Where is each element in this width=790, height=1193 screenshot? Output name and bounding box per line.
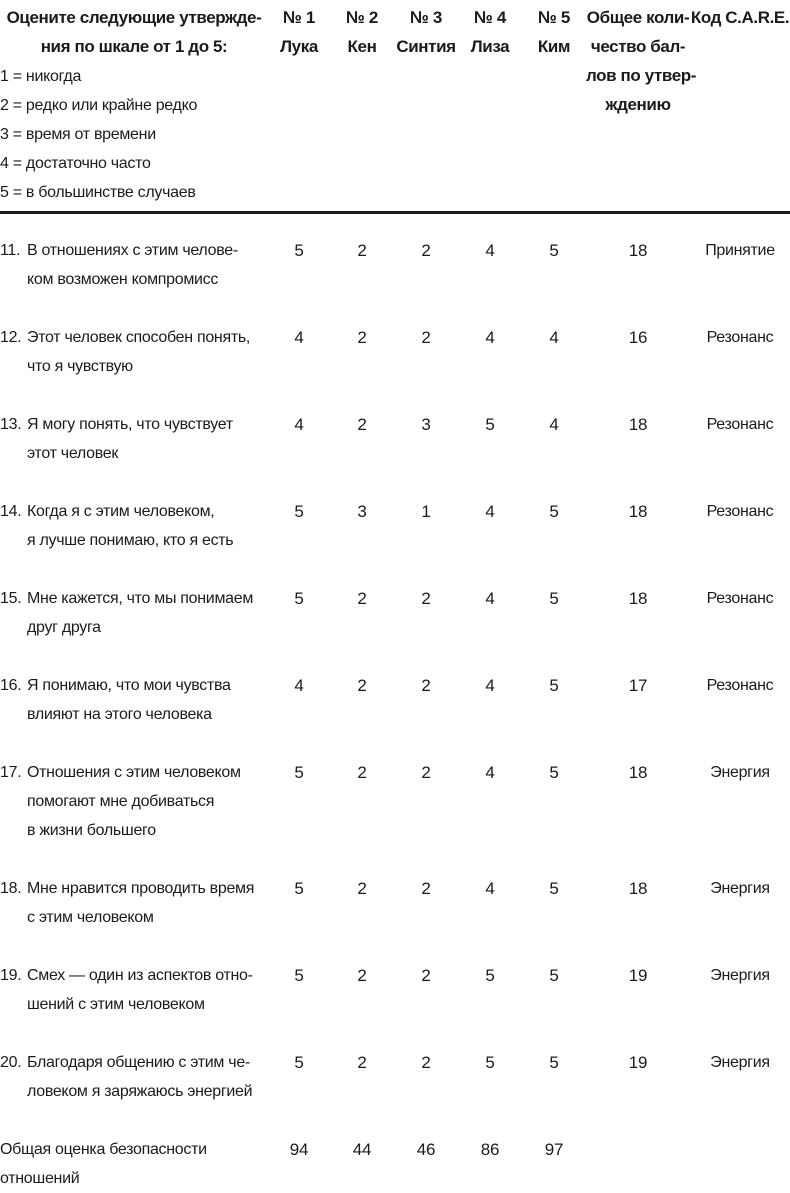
total-header-line-2: чество бал- [590, 37, 686, 56]
statement-cell [0, 236, 268, 294]
rating-cell: 5 [549, 676, 559, 695]
footer-total-person-2: 44 [352, 1140, 372, 1159]
total-cell: 18 [628, 763, 648, 782]
row-number: 16. [0, 677, 22, 694]
rating-cell: 4 [485, 879, 495, 898]
row-number: 15. [0, 590, 22, 607]
statement-continuation-line: шений с этим человеком [27, 996, 205, 1013]
statement-cell [0, 497, 268, 555]
statement-text: Мне нравится проводить время [27, 880, 255, 897]
rating-cell: 2 [421, 328, 431, 347]
total-cell: 16 [628, 328, 648, 347]
rating-cell: 5 [294, 763, 304, 782]
rating-cell: 5 [485, 966, 495, 985]
table-row [0, 874, 790, 932]
care-code-cell: Энергия [710, 967, 770, 984]
rating-cell: 2 [357, 1053, 367, 1072]
statement-first-line [0, 874, 268, 903]
row-number: 14. [0, 503, 22, 520]
rating-cell: 3 [357, 502, 367, 521]
total-cell: 18 [628, 589, 648, 608]
rating-cell: 2 [421, 966, 431, 985]
care-code-cell: Резонанс [706, 677, 774, 694]
rating-cell: 4 [294, 676, 304, 695]
rating-cell: 2 [357, 966, 367, 985]
table-row [0, 671, 790, 729]
rating-cell: 3 [421, 415, 431, 434]
rating-cell: 5 [294, 589, 304, 608]
statement-cell [0, 584, 268, 642]
rating-cell: 4 [294, 328, 304, 347]
row-number: 11. [0, 242, 21, 259]
rating-cell: 2 [357, 328, 367, 347]
table-row [0, 236, 790, 294]
scale-legend-item-3: 3 = время от времени [0, 126, 156, 143]
rating-cell: 5 [549, 1053, 559, 1072]
scale-legend-item-5: 5 = в большинстве случаев [0, 184, 196, 201]
person-4-number: № 4 [474, 8, 506, 27]
column-header-care-code: Код C.A.R.E. [690, 8, 790, 27]
statement-header-cell [0, 3, 268, 207]
person-1-name: Лука [280, 37, 318, 56]
footer-total-person-1: 94 [289, 1140, 309, 1159]
rating-cell: 2 [357, 879, 367, 898]
footer-label-line-1: Общая оценка безопасности [0, 1141, 207, 1158]
rating-cell: 4 [485, 502, 495, 521]
care-code-cell: Энергия [710, 880, 770, 897]
total-header-line-4: ждению [605, 95, 671, 114]
person-5-number: № 5 [538, 8, 570, 27]
table-row [0, 410, 790, 468]
rating-cell: 2 [357, 415, 367, 434]
rating-cell: 5 [549, 502, 559, 521]
statement-continuation-line: влияют на этого человека [27, 706, 212, 723]
rating-cell: 2 [421, 241, 431, 260]
rating-cell: 5 [549, 241, 559, 260]
statement-header-line-2: ния по шкале от 1 до 5: [40, 37, 228, 56]
row-number: 13. [0, 416, 22, 433]
statement-first-line [0, 236, 268, 265]
scale-legend [0, 62, 268, 207]
column-header-person-3 [394, 3, 458, 61]
person-5-name: Ким [537, 37, 571, 56]
rating-cell: 5 [294, 1053, 304, 1072]
scale-legend-item-1: 1 = никогда [0, 68, 82, 85]
statement-continuation-line: что я чувствую [27, 358, 133, 375]
scale-legend-item-2: 2 = редко или крайне редко [0, 97, 198, 114]
person-1-number: № 1 [283, 8, 315, 27]
rating-cell: 4 [485, 241, 495, 260]
total-cell: 18 [628, 241, 648, 260]
statement-text: Этот человек способен понять, [27, 329, 251, 346]
rating-cell: 4 [485, 328, 495, 347]
table-header [0, 3, 790, 207]
rating-cell: 5 [294, 966, 304, 985]
rating-cell: 1 [421, 502, 431, 521]
rating-cell: 5 [549, 966, 559, 985]
person-2-name: Кен [347, 37, 377, 56]
statement-cell [0, 1048, 268, 1106]
rating-cell: 5 [485, 415, 495, 434]
rating-cell: 4 [549, 328, 559, 347]
rating-cell: 2 [357, 676, 367, 695]
statement-text: Я понимаю, что мои чувства [27, 677, 231, 694]
statement-text: Благодаря общению с этим че- [27, 1054, 250, 1071]
care-code-cell: Резонанс [706, 590, 774, 607]
rating-cell: 4 [485, 763, 495, 782]
rating-cell: 2 [357, 241, 367, 260]
column-header-total [586, 3, 697, 119]
statement-first-line [0, 584, 268, 613]
total-cell: 18 [628, 415, 648, 434]
statement-text: Смех — один из аспектов отно- [27, 967, 253, 984]
table-footer-row [0, 1135, 790, 1193]
statement-continuation-line: помогают мне добиваться [27, 793, 215, 810]
total-cell: 18 [628, 879, 648, 898]
table-row [0, 584, 790, 642]
statement-first-line [0, 961, 268, 990]
statement-continuation-line: ком возможен компромисс [27, 271, 219, 288]
total-header-line-3: лов по утвер- [586, 66, 697, 85]
statement-first-line [0, 323, 268, 352]
statement-text: В отношениях с этим челове- [27, 242, 238, 259]
care-code-cell: Принятие [705, 242, 775, 259]
rating-cell: 2 [421, 589, 431, 608]
statement-continuation-line: этот человек [27, 445, 119, 462]
scale-legend-item-4: 4 = достаточно часто [0, 155, 151, 172]
total-cell: 19 [628, 966, 648, 985]
rating-cell: 5 [485, 1053, 495, 1072]
statement-first-line [0, 497, 268, 526]
statement-cell [0, 671, 268, 729]
statement-first-line [0, 410, 268, 439]
column-header-person-4 [458, 3, 522, 61]
rating-cell: 4 [485, 589, 495, 608]
statement-cell [0, 323, 268, 381]
statement-continuation-line: друг друга [27, 619, 101, 636]
person-2-number: № 2 [346, 8, 378, 27]
rating-cell: 2 [421, 1053, 431, 1072]
rating-cell: 2 [421, 763, 431, 782]
statement-text: Когда я с этим человеком, [27, 503, 215, 520]
rating-cell: 4 [485, 676, 495, 695]
person-3-number: № 3 [410, 8, 442, 27]
statement-text: Отношения с этим человеком [27, 764, 241, 781]
total-header-line-1: Общее коли- [586, 8, 690, 27]
column-header-person-5 [522, 3, 586, 61]
statement-cell [0, 758, 268, 845]
statement-cell [0, 874, 268, 932]
statement-cell [0, 961, 268, 1019]
statement-continuation-line: я лучше понимаю, кто я есть [27, 532, 234, 549]
rating-cell: 2 [357, 589, 367, 608]
row-number: 18. [0, 880, 22, 897]
rating-cell: 4 [294, 415, 304, 434]
rating-cell: 5 [549, 763, 559, 782]
rating-cell: 2 [357, 763, 367, 782]
rating-cell: 5 [294, 502, 304, 521]
footer-label-line-2: отношений [0, 1170, 80, 1187]
rating-cell: 5 [294, 879, 304, 898]
statement-first-line [0, 758, 268, 787]
column-header-person-1 [268, 3, 330, 61]
statement-continuation-line: ловеком я заряжаюсь энергией [27, 1083, 253, 1100]
person-4-name: Лиза [470, 37, 510, 56]
care-code-cell: Резонанс [706, 503, 774, 520]
care-code-cell: Резонанс [706, 416, 774, 433]
table-row [0, 497, 790, 555]
rating-cell: 5 [549, 879, 559, 898]
care-code-cell: Энергия [710, 764, 770, 781]
row-number: 17. [0, 764, 22, 781]
row-number: 12. [0, 329, 22, 346]
statement-first-line [0, 1048, 268, 1077]
footer-total-person-4: 86 [480, 1140, 500, 1159]
rating-cell: 4 [549, 415, 559, 434]
footer-label-cell [0, 1135, 268, 1193]
table-row [0, 758, 790, 845]
row-number: 20. [0, 1054, 22, 1071]
statement-continuation-line: в жизни большего [27, 822, 156, 839]
care-code-cell: Резонанс [706, 329, 774, 346]
statement-text: Мне кажется, что мы понимаем [27, 590, 254, 607]
footer-total-person-3: 46 [416, 1140, 436, 1159]
total-cell: 19 [628, 1053, 648, 1072]
footer-total-person-5: 97 [544, 1140, 564, 1159]
table-row [0, 323, 790, 381]
table-row [0, 961, 790, 1019]
rating-cell: 2 [421, 879, 431, 898]
statement-first-line [0, 671, 268, 700]
total-cell: 18 [628, 502, 648, 521]
table-body [0, 236, 790, 1106]
header-divider-rule [0, 211, 790, 214]
table-row [0, 1048, 790, 1106]
rating-cell: 5 [549, 589, 559, 608]
person-3-name: Синтия [396, 37, 456, 56]
care-code-cell: Энергия [710, 1054, 770, 1071]
statement-cell [0, 410, 268, 468]
statement-text: Я могу понять, что чувствует [27, 416, 233, 433]
statement-continuation-line: с этим человеком [27, 909, 154, 926]
total-cell: 17 [628, 676, 648, 695]
rating-cell: 2 [421, 676, 431, 695]
statement-header-line-1: Оцените следующие утвержде- [6, 8, 262, 27]
rating-cell: 5 [294, 241, 304, 260]
column-header-person-2 [330, 3, 394, 61]
row-number: 19. [0, 967, 22, 984]
